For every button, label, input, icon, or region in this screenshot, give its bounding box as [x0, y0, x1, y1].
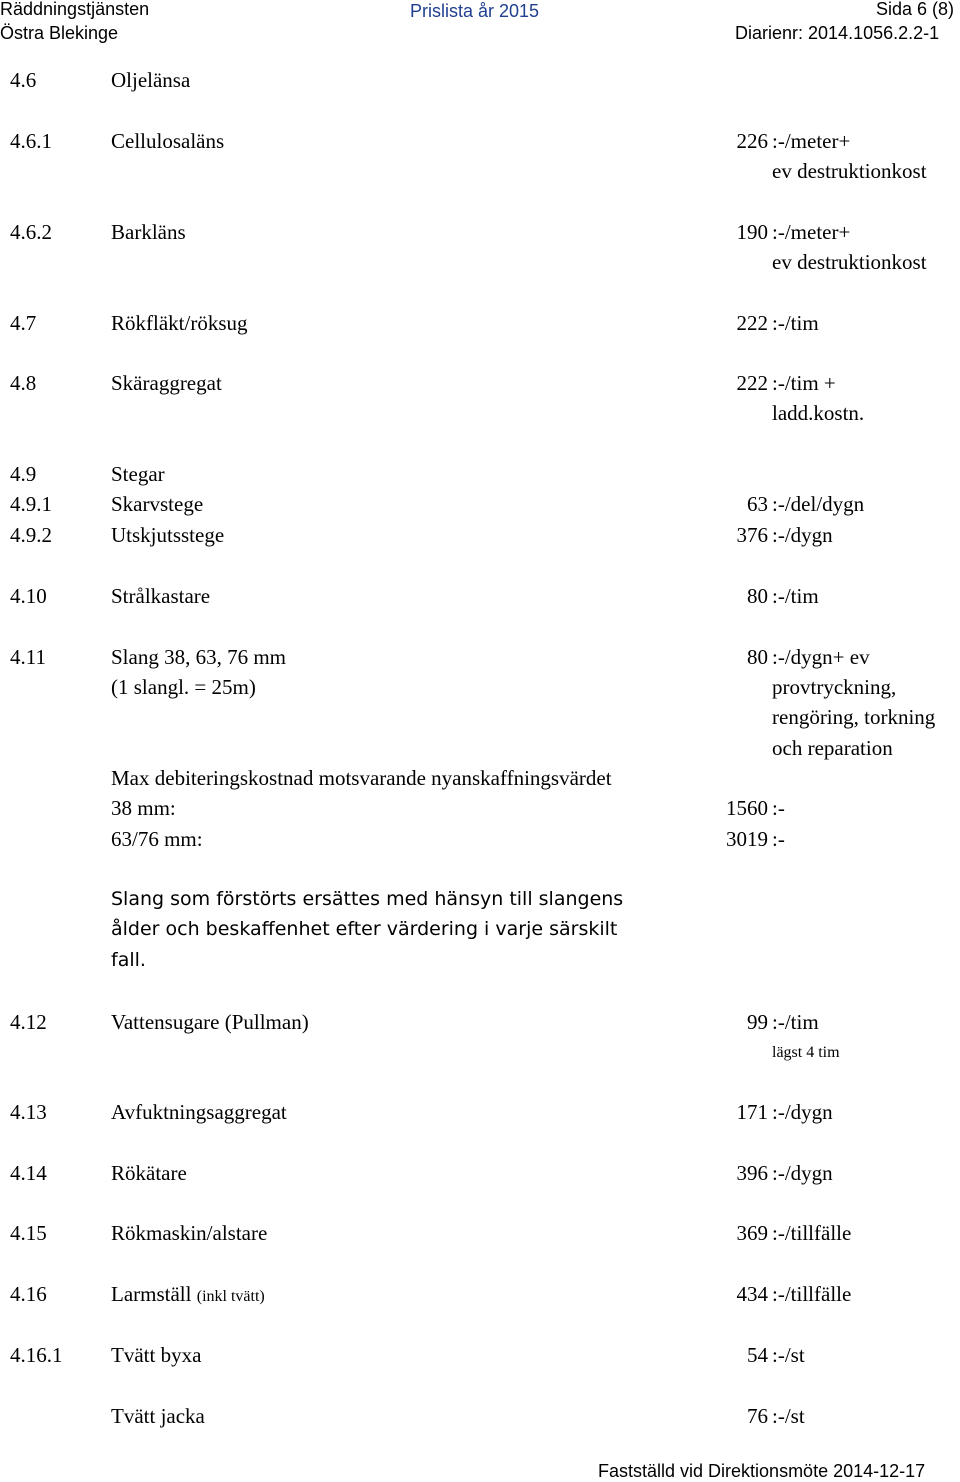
- item-name-note: (1 slangl. = 25m): [111, 675, 256, 699]
- item-number: 4.13: [10, 1100, 47, 1124]
- item-unit-note: provtryckning,: [772, 675, 897, 699]
- item-number: 4.16.1: [10, 1343, 63, 1367]
- hose-size-label: 38 mm:: [111, 796, 176, 820]
- item-price: 190: [736, 220, 768, 244]
- item-name: Slang 38, 63, 76 mm: [111, 645, 287, 669]
- item-price: 99: [747, 1010, 768, 1034]
- item-unit-note: rengöring, torkning: [772, 705, 936, 729]
- item-number: 4.6.1: [10, 129, 52, 153]
- page-number: Sida 6 (8): [876, 0, 955, 19]
- item-unit: :-/st: [772, 1343, 805, 1367]
- item-price: 80: [747, 645, 768, 669]
- item-name: Strålkastare: [111, 584, 211, 608]
- hose-note-line: Slang som förstörts ersättes med hänsyn till slangens: [111, 888, 624, 910]
- item-name: Tvätt byxa: [111, 1343, 202, 1367]
- document-title: Prislista år 2015: [410, 1, 540, 21]
- item-unit-note: ev destruktionkost: [772, 159, 927, 183]
- item-unit: :-/tim +: [772, 371, 836, 395]
- diary-number: Diarienr: 2014.1056.2.2-1: [735, 23, 940, 43]
- item-number: 4.10: [10, 584, 47, 608]
- item-price: 222: [736, 371, 768, 395]
- item-unit: :-/meter+: [772, 129, 851, 153]
- item-number: 4.6: [10, 68, 37, 92]
- item-price: 396: [736, 1161, 768, 1185]
- item-price: 76: [747, 1404, 768, 1428]
- item-name: Skarvstege: [111, 492, 204, 516]
- item-unit: :-/st: [772, 1404, 805, 1428]
- item-name: Skäraggregat: [111, 371, 222, 395]
- item-number: 4.12: [10, 1010, 47, 1034]
- item-number: 4.9.1: [10, 492, 52, 516]
- item-unit: :-/tim: [772, 1010, 819, 1034]
- item-unit: :-/tim: [772, 311, 819, 335]
- item-unit: :-/tillfälle: [772, 1282, 852, 1306]
- item-number: 4.7: [10, 311, 37, 335]
- item-price: 222: [736, 311, 768, 335]
- hose-max-unit: :-: [772, 827, 785, 851]
- item-unit: :-/dygn+ ev: [772, 645, 870, 669]
- item-price: 434: [736, 1282, 768, 1306]
- item-price: 226: [736, 129, 768, 153]
- item-number: 4.11: [10, 645, 46, 669]
- item-name: Rökfläkt/röksug: [111, 311, 248, 335]
- item-price: 54: [747, 1343, 768, 1367]
- item-price: 80: [747, 584, 768, 608]
- item-number: 4.9: [10, 462, 37, 486]
- item-name: Tvätt jacka: [111, 1404, 205, 1428]
- item-number: 4.15: [10, 1221, 47, 1245]
- item-name: Oljelänsa: [111, 68, 191, 92]
- org-name-line1: Räddningstjänsten: [0, 0, 150, 19]
- item-name-with-note: [111, 1284, 265, 1305]
- hose-note-line: fall.: [111, 949, 146, 971]
- item-name: Avfuktningsaggregat: [111, 1100, 287, 1124]
- item-unit-note: ev destruktionkost: [772, 250, 927, 274]
- item-number: 4.14: [10, 1161, 47, 1185]
- item-name: Stegar: [111, 462, 165, 486]
- item-unit: :-/dygn: [772, 1100, 833, 1124]
- item-name: Utskjutsstege: [111, 523, 225, 547]
- max-cost-text: Max debiteringskostnad motsvarande nyanskaffningsvärdet: [111, 766, 612, 790]
- item-unit: :-/meter+: [772, 220, 851, 244]
- hose-max-unit: :-: [772, 796, 785, 820]
- item-unit: :-/dygn: [772, 1161, 833, 1185]
- item-price: 376: [736, 523, 768, 547]
- item-unit: :-/tillfälle: [772, 1221, 852, 1245]
- footer-approval-text: Fastställd vid Direktionsmöte 2014-12-17: [598, 1461, 926, 1481]
- item-number: 4.16: [10, 1282, 47, 1306]
- item-unit: :-/del/dygn: [772, 492, 865, 516]
- item-number: 4.9.2: [10, 523, 52, 547]
- hose-max-price: 1560: [726, 796, 768, 820]
- item-name: Barkläns: [111, 220, 186, 244]
- item-name: Larmställ: [111, 1282, 192, 1306]
- hose-size-label: 63/76 mm:: [111, 827, 203, 851]
- hose-max-price: 3019: [726, 827, 768, 851]
- item-name: Vattensugare (Pullman): [111, 1010, 309, 1034]
- item-number: 4.8: [10, 371, 37, 395]
- item-price: 369: [736, 1221, 768, 1245]
- item-unit: :-/dygn: [772, 523, 833, 547]
- item-unit-note: ladd.kostn.: [772, 401, 865, 425]
- item-unit-note: och reparation: [772, 736, 893, 760]
- item-number: 4.6.2: [10, 220, 52, 244]
- item-name: Cellulosaläns: [111, 129, 225, 153]
- item-name: Rökmaskin/alstare: [111, 1221, 268, 1245]
- item-unit: :-/tim: [772, 584, 819, 608]
- item-unit-note: lägst 4 tim: [772, 1044, 840, 1061]
- item-name-note: (inkl tvätt): [196, 1288, 265, 1305]
- item-price: 171: [736, 1100, 768, 1124]
- item-price: 63: [747, 492, 768, 516]
- item-name: Rökätare: [111, 1161, 187, 1185]
- hose-note-line: ålder och beskaffenhet efter värdering i varje särskilt: [111, 918, 618, 940]
- org-name-line2: Östra Blekinge: [0, 23, 119, 43]
